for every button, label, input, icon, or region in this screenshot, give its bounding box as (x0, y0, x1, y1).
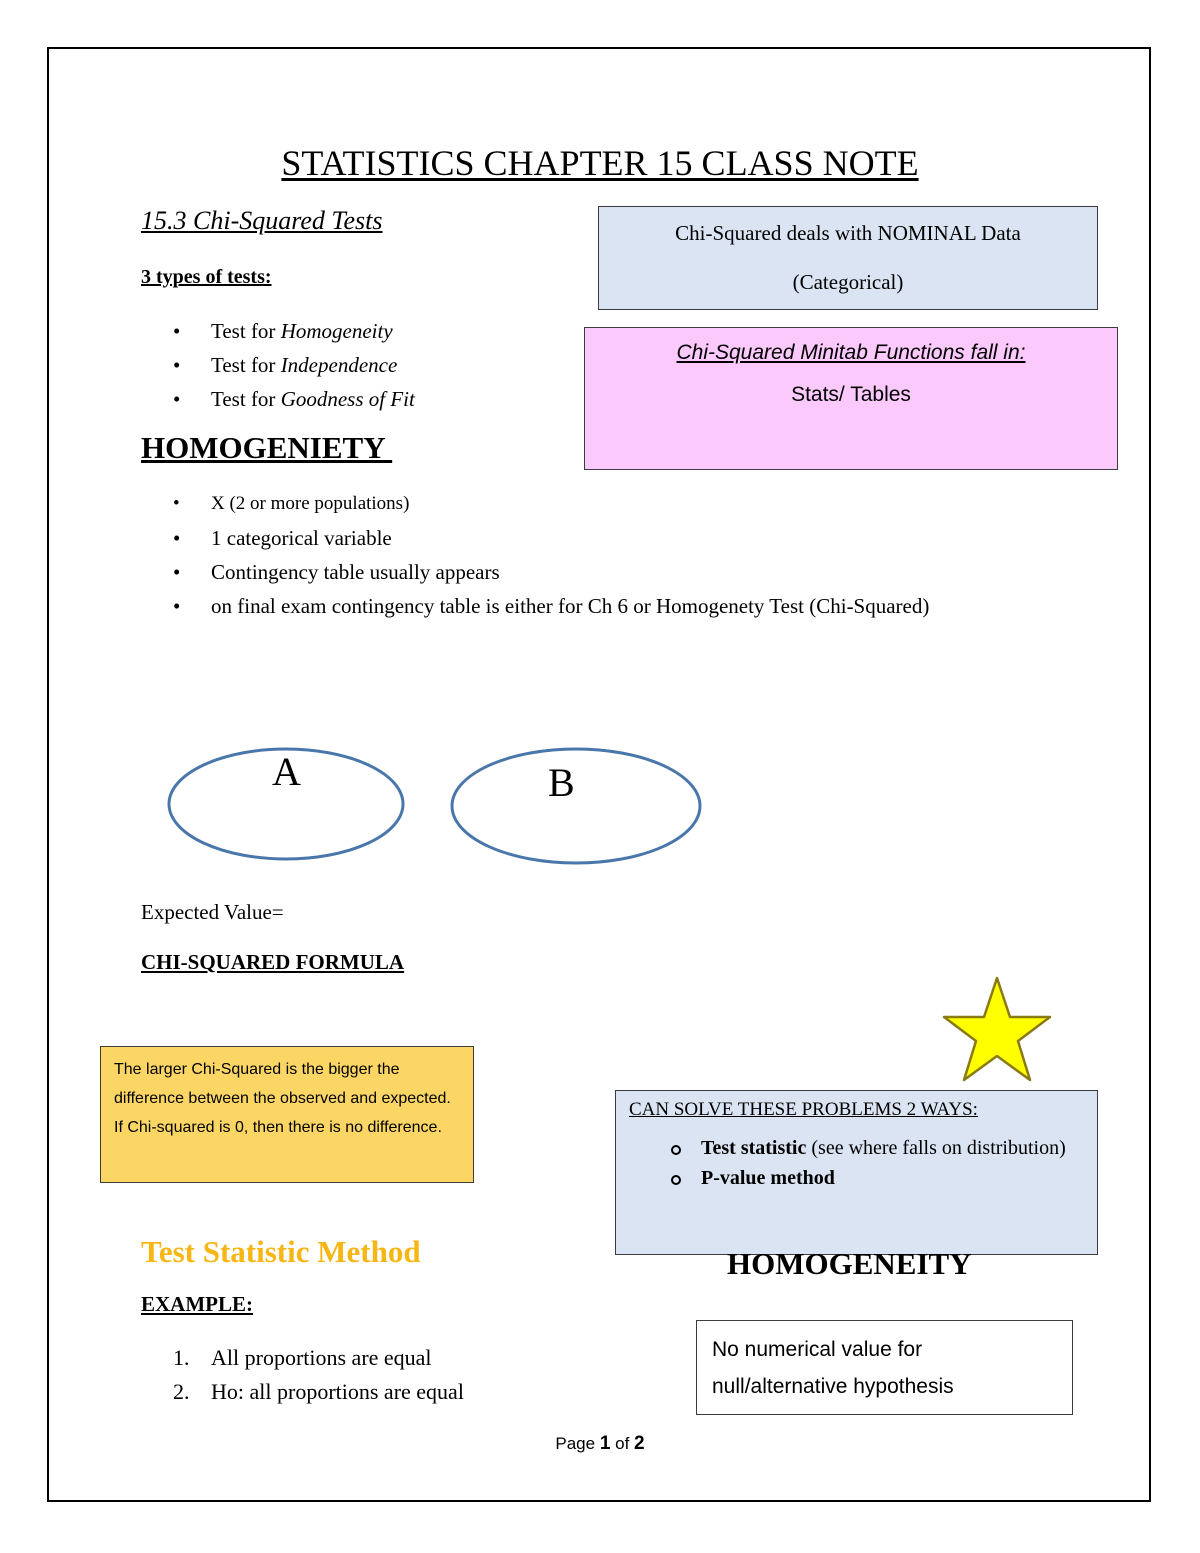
expected-value-label: Expected Value= (141, 900, 284, 924)
solve-method-item (629, 1163, 1085, 1193)
example-item: 2. Ho: all proportions are equal (173, 1379, 464, 1404)
homogeneity-bullet: • Contingency table usually appears (141, 555, 1071, 589)
homogeneity-bullet: • X (2 or more populations) (141, 487, 1071, 521)
test-type-name: Goodness of Fit (280, 387, 415, 411)
population-b-ellipse (452, 749, 700, 863)
no-numerical-line2: null/alternative hypothesis (712, 1375, 954, 1398)
page-footer (0, 1433, 1200, 1455)
solve-methods-box (615, 1090, 1098, 1255)
minitab-box-line2: Stats/ Tables (791, 383, 911, 406)
chi-squared-note-box: The larger Chi-Squared is the bigger the difference between the observed and expected. If Chi-squared is 0, then there is no difference. (100, 1046, 474, 1183)
test-statistic-method-heading: Test Statistic Method (141, 1234, 421, 1269)
solve-methods-heading: CAN SOLVE THESE PROBLEMS 2 WAYS: (629, 1099, 978, 1120)
solve-method-name: P-value method (701, 1167, 835, 1189)
homogeneity-bullet: • on final exam contingency table is either for Ch 6 or Homogenety Test (Chi-Squared) (141, 589, 1071, 623)
footer-total-pages: 2 (634, 1433, 645, 1454)
nominal-box-line1: Chi-Squared deals with NOMINAL Data (675, 221, 1021, 245)
example-item: 1. All proportions are equal (173, 1345, 432, 1370)
page-title: STATISTICS CHAPTER 15 CLASS NOTE (281, 143, 919, 183)
test-type-prefix: Test for (211, 353, 281, 377)
test-type-prefix: Test for (211, 387, 281, 411)
minitab-box-line1: Chi-Squared Minitab Functions fall in: (676, 341, 1026, 364)
footer-current-page: 1 (599, 1433, 611, 1454)
types-heading: 3 types of tests: (141, 266, 272, 288)
homogeneity-bullet: • 1 categorical variable (141, 521, 1071, 555)
population-b-label: B (548, 760, 575, 805)
solve-method-item (629, 1133, 1085, 1163)
solve-method-name: Test statistic (701, 1137, 807, 1159)
no-numerical-line1: No numerical value for (712, 1338, 923, 1361)
test-type-prefix: Test for (211, 319, 281, 343)
solve-methods-list (629, 1133, 1085, 1193)
no-numerical-value-box (696, 1320, 1073, 1415)
example-list (141, 1341, 464, 1409)
example-item-text: All proportions are equal (211, 1345, 432, 1370)
population-a-label: A (272, 749, 301, 794)
footer-page-word: Page (555, 1434, 596, 1453)
example-heading: EXAMPLE: (141, 1292, 253, 1316)
section-heading: 15.3 Chi-Squared Tests (141, 206, 383, 235)
homogeneity-label: HOMOGENEITY (727, 1246, 972, 1281)
test-type-name: Homogeneity (280, 319, 393, 343)
example-item-text: Ho: all proportions are equal (211, 1379, 464, 1404)
solve-method-detail: (see where falls on distribution) (806, 1137, 1066, 1159)
homogeniety-heading: HOMOGENIETY (141, 430, 393, 465)
footer-of-word: of (615, 1434, 630, 1453)
nominal-box-line2: (Categorical) (792, 270, 904, 294)
test-type-name: Independence (280, 353, 398, 377)
star-icon (944, 978, 1050, 1080)
chi-squared-formula-heading: CHI-SQUARED FORMULA (141, 950, 405, 974)
